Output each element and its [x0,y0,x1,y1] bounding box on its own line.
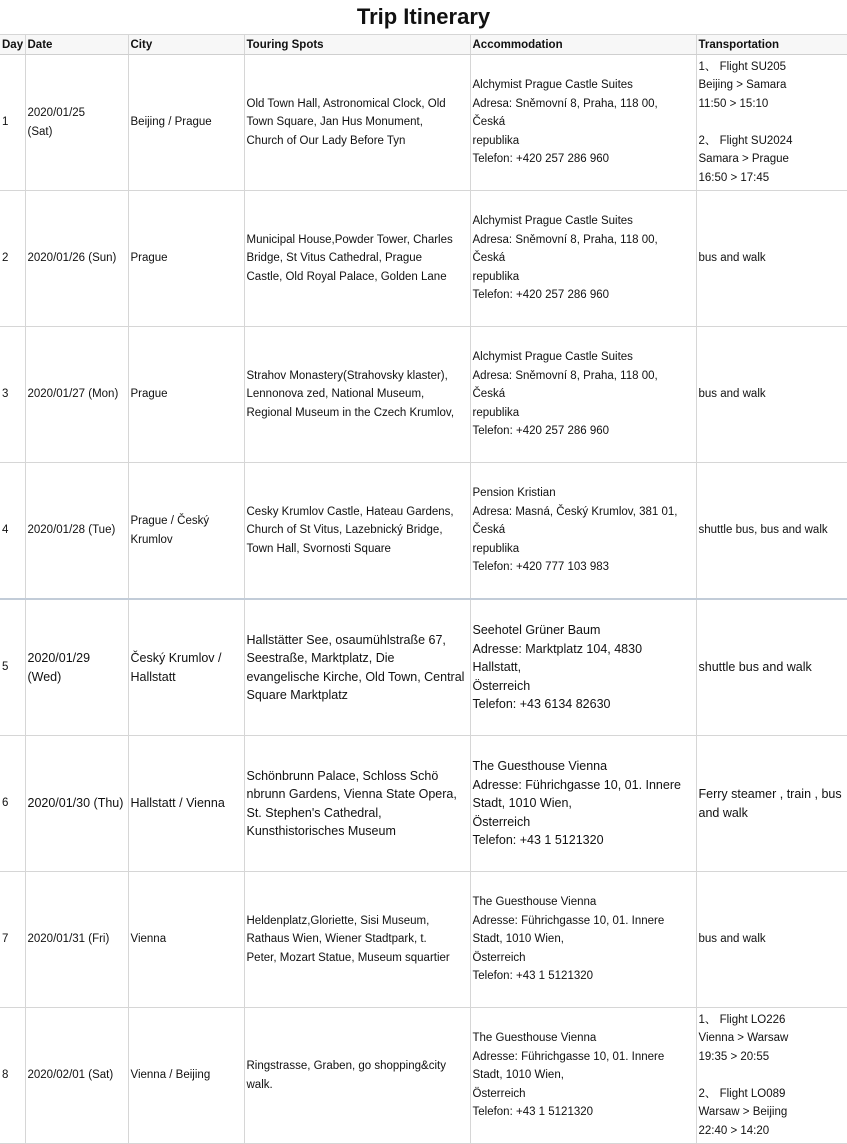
table-row [0,55,847,191]
header-day: Day [0,35,25,55]
cell-line: St. Stephen's Cathedral, [246,805,382,820]
date-cell [25,463,128,600]
cell-line: Municipal House,Powder Tower, Charles [246,233,453,246]
cell-line: bus and walk [698,388,766,401]
cell-line: Telefon: +420 257 286 960 [472,425,610,438]
cell-line: Warsaw > Beijing [698,1106,788,1119]
header-touring-spots: Touring Spots [244,35,470,55]
touring-spots-cell [244,872,470,1008]
cell-line: Samara > Prague [698,153,789,166]
cell-line: Adresse: Führichgasse 10, 01. Innere [472,777,681,792]
cell-line: Ringstrasse, Graben, go shopping&city [246,1060,446,1073]
cell-line: Telefon: +420 777 103 983 [472,561,610,574]
touring-spots-cell [244,191,470,327]
cell-line: Old Town Hall, Astronomical Clock, Old [246,97,446,110]
cell-line: Česká [472,388,506,401]
header-city: City [128,35,244,55]
cell-line: The Guesthouse Vienna [472,1032,597,1045]
cell-line: Prague / Český [130,515,210,528]
table-row [0,872,847,1008]
cell-line: and walk [698,805,748,820]
day-cell: 2 [0,191,25,327]
cell-line: Regional Museum in the Czech Krumlov, [246,406,455,419]
city-cell [128,736,244,872]
accommodation-cell [470,599,696,736]
cell-line: Adresse: Marktplatz 104, 4830 Hallstatt, [472,641,643,675]
cell-line: bus and walk [698,252,766,265]
cell-line: Vienna > Warsaw [698,1032,789,1045]
city-cell [128,1008,244,1144]
cell-line: bus and walk [698,933,766,946]
cell-line: Adresa: Sněmovní 8, Praha, 118 00, [472,233,658,246]
accommodation-cell [470,191,696,327]
cell-line: Kunsthistorisches Museum [246,823,396,838]
cell-line: Castle, Old Royal Palace, Golden Lane [246,270,447,283]
cell-line: republika [472,406,520,419]
cell-line: Ferry steamer , train , bus [698,787,842,802]
cell-line: Adresa: Masná, Český Krumlov, 381 01, [472,505,678,518]
day-cell: 1 [0,55,25,191]
accommodation-cell [470,1008,696,1144]
cell-line: The Guesthouse Vienna [472,896,597,909]
cell-line: (Sat) [27,125,53,138]
cell-line: Lennonova zed, National Museum, [246,388,425,401]
cell-line: republika [472,542,520,555]
cell-line: Telefon: +43 1 5121320 [472,970,594,983]
header-transportation: Transportation [696,35,847,55]
cell-line: 2020/01/31 (Fri) [27,933,110,946]
cell-line: Beijing / Prague [130,116,212,129]
cell-line: 19:35 > 20:55 [698,1050,770,1063]
accommodation-cell [470,736,696,872]
city-cell [128,872,244,1008]
cell-line: Adresa: Sněmovní 8, Praha, 118 00, [472,369,658,382]
transportation-cell [696,327,847,463]
cell-line: Stadt, 1010 Wien, [472,1069,564,1082]
cell-line: Alchymist Prague Castle Suites [472,351,633,364]
cell-line: (Wed) [27,669,62,684]
cell-line: 2020/01/28 (Tue) [27,524,116,537]
cell-line: Telefon: +43 1 5121320 [472,1106,594,1119]
cell-line: 2020/01/26 (Sun) [27,252,117,265]
cell-line: Prague [130,252,168,265]
accommodation-cell [470,872,696,1008]
line-gap [699,1066,845,1084]
cell-line: Alchymist Prague Castle Suites [472,79,633,92]
date-cell [25,55,128,191]
cell-line: Österreich [472,678,531,693]
date-cell [25,599,128,736]
cell-line: Telefon: +43 6134 82630 [472,697,611,712]
cell-line: walk. [246,1078,273,1091]
cell-line: Stadt, 1010 Wien, [472,933,564,946]
transportation-cell [696,1008,847,1144]
transportation-cell [696,599,847,736]
day-cell: 7 [0,872,25,1008]
touring-spots-cell [244,55,470,191]
cell-line: Church of Our Lady Before Tyn [246,134,406,147]
table-row [0,327,847,463]
cell-line: 2020/01/29 [27,651,91,666]
cell-line: Vienna [130,933,167,946]
city-cell [128,327,244,463]
city-cell [128,463,244,600]
cell-line: Town Square, Jan Hus Monument, [246,116,423,129]
cell-line: 2020/01/27 (Mon) [27,388,119,401]
accommodation-cell [470,463,696,600]
cell-line: 2、 Flight SU2024 [698,134,793,147]
cell-line: Schönbrunn Palace, Schloss Schö [246,768,439,783]
cell-line: Österreich [472,951,526,964]
cell-line: republika [472,134,520,147]
transportation-cell [696,463,847,600]
transportation-cell [696,872,847,1008]
cell-line: Cesky Krumlov Castle, Hateau Gardens, [246,505,454,518]
cell-line: Adresse: Führichgasse 10, 01. Innere [472,1050,665,1063]
cell-line: nbrunn Gardens, Vienna State Opera, [246,787,457,802]
cell-line: Bridge, St Vitus Cathedral, Prague [246,252,423,265]
table-row [0,191,847,327]
table-row [0,599,847,736]
cell-line: Beijing > Samara [698,79,787,92]
cell-line: Peter, Mozart Statue, Museum squartier [246,951,450,964]
cell-line: Adresa: Sněmovní 8, Praha, 118 00, [472,97,658,110]
accommodation-cell [470,327,696,463]
day-cell: 3 [0,327,25,463]
itinerary-table [0,34,847,1144]
touring-spots-cell [244,327,470,463]
touring-spots-cell [244,1008,470,1144]
cell-line: 2、 Flight LO089 [698,1087,786,1100]
cell-line: Adresse: Führichgasse 10, 01. Innere [472,914,665,927]
date-cell [25,1008,128,1144]
cell-line: Telefon: +43 1 5121320 [472,833,604,848]
cell-line: 1、 Flight LO226 [698,1014,786,1027]
city-cell [128,55,244,191]
header-date: Date [25,35,128,55]
date-cell [25,191,128,327]
city-cell [128,599,244,736]
cell-line: Strahov Monastery(Strahovsky klaster), [246,369,448,382]
cell-line: shuttle bus and walk [698,660,812,675]
date-cell [25,872,128,1008]
line-gap [699,113,845,131]
cell-line: evangelische Kirche, Old Town, Central [246,669,465,684]
cell-line: Česká [472,252,506,265]
cell-line: Österreich [472,814,531,829]
cell-line: Seestraße, Marktplatz, Die [246,651,395,666]
page-title: Trip Itinerary [356,4,491,29]
city-cell [128,191,244,327]
cell-line: 1、 Flight SU205 [698,61,787,74]
cell-line: Telefon: +420 257 286 960 [472,153,610,166]
cell-line: shuttle bus, bus and walk [698,524,828,537]
cell-line: 2020/01/25 [27,107,86,120]
day-cell: 8 [0,1008,25,1144]
header-accommodation: Accommodation [470,35,696,55]
cell-line: Rathaus Wien, Wiener Stadtpark, t. [246,933,427,946]
cell-line: Telefon: +420 257 286 960 [472,289,610,302]
table-row [0,463,847,600]
cell-line: Český Krumlov / [130,651,222,666]
cell-line: Hallstatt [130,669,176,684]
cell-line: Vienna / Beijing [130,1069,211,1082]
touring-spots-cell [244,736,470,872]
cell-line: Česká [472,116,506,129]
cell-line: 2020/02/01 (Sat) [27,1069,114,1082]
cell-line: 22:40 > 14:20 [698,1124,770,1137]
cell-line: Österreich [472,1087,526,1100]
transportation-cell [696,191,847,327]
cell-line: Hallstätter See, osaumühlstraße 67, [246,632,446,647]
cell-line: 11:50 > 15:10 [698,97,769,110]
accommodation-cell [470,55,696,191]
cell-line: Stadt, 1010 Wien, [472,796,572,811]
day-cell: 6 [0,736,25,872]
cell-line: Square Marktplatz [246,687,348,702]
date-cell [25,736,128,872]
transportation-cell [696,55,847,191]
cell-line: Pension Kristian [472,487,556,500]
cell-line: republika [472,270,520,283]
itinerary-body [0,55,847,1144]
touring-spots-cell [244,463,470,600]
cell-line: Prague [130,388,168,401]
cell-line: Church of St Vitus, Lazebnický Bridge, [246,524,443,537]
header-row [0,35,847,55]
date-cell [25,327,128,463]
cell-line: Heldenplatz,Gloriette, Sisi Museum, [246,914,430,927]
cell-line: Hallstatt / Vienna [130,796,225,811]
transportation-cell [696,736,847,872]
cell-line: Alchymist Prague Castle Suites [472,215,633,228]
table-row [0,1008,847,1144]
day-cell: 4 [0,463,25,600]
cell-line: Seehotel Grüner Baum [472,623,601,638]
cell-line: 2020/01/30 (Thu) [27,796,124,811]
cell-line: Krumlov [130,533,173,546]
cell-line: 16:50 > 17:45 [698,171,770,184]
cell-line: Town Hall, Svornosti Square [246,542,391,555]
cell-line: Česká [472,524,506,537]
day-cell: 5 [0,599,25,736]
touring-spots-cell [244,599,470,736]
table-row [0,736,847,872]
cell-line: The Guesthouse Vienna [472,759,608,774]
